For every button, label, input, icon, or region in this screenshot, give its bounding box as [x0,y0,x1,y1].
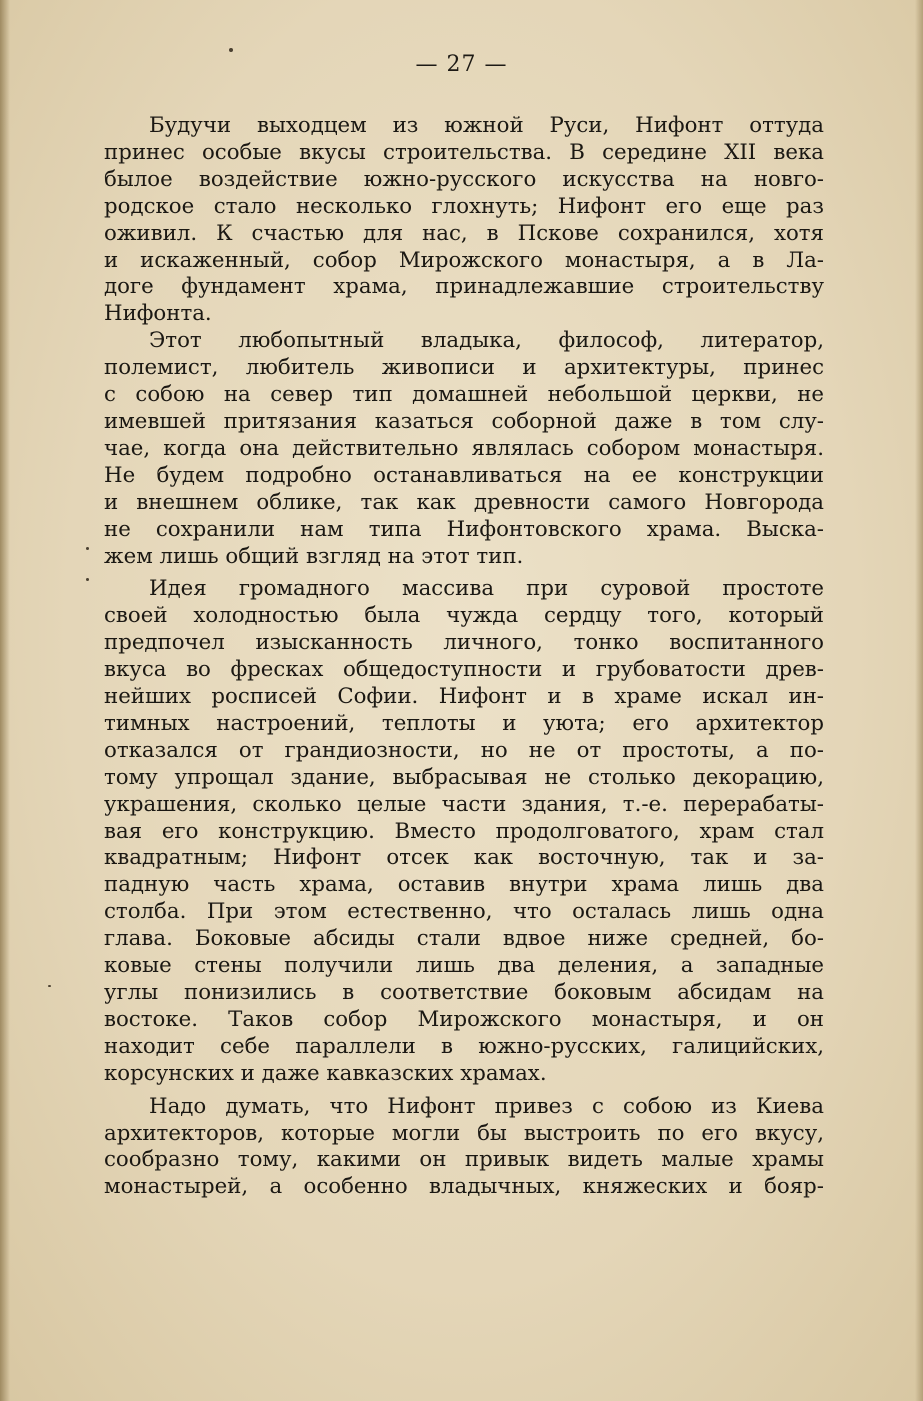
text-line: находит себе параллели в южно-русских, галицийских, [104,1033,824,1059]
text-line: доге фундамент храма, принадлежавшие строительству [104,274,824,300]
text-line: не сохранили нам типа Нифонтовского храма. Выска- [104,516,824,542]
text-line: имевшей притязания казаться соборной даже в том слу- [104,408,824,434]
text-line: своей холодностью была чужда сердцу того, который [104,603,824,629]
text-line: квадратным; Нифонт отсек как восточную, так и за- [104,845,824,871]
text-line: жем лишь общий взгляд на этот тип. [104,543,524,569]
text-line: родское стало несколько глохнуть; Нифонт его еще раз [104,193,824,219]
text-line: полемист, любитель живописи и архитектуры, принес [104,355,824,381]
text-line: Надо думать, что Нифонт привез с собою из Киева [149,1093,824,1119]
page-number: — 27 — [415,52,508,77]
text-line: тому упрощал здание, выбрасывая не столько декорацию, [104,764,824,790]
text-line: Будучи выходцем из южной Руси, Нифонт оттуда [149,113,824,138]
text-line: отказался от грандиозности, но не от простоты, а по- [104,737,824,763]
text-line: архитекторов, которые могли бы выстроить по его вкусу, [104,1120,824,1146]
paragraph-2 [104,328,824,570]
text-line: углы понизились в соответствие боковым абсидам на [104,980,824,1005]
paragraph-4 [104,1094,824,1202]
text-line: сообразно тому, какими он привык видеть малые храмы [104,1147,824,1173]
text-line: принес особые вкусы строительства. В середине XII века [104,139,824,165]
page-edge-shadow-left [0,0,10,1401]
print-speck [48,985,51,987]
text-line: вкуса во фресках общедоступности и грубоватости древ- [104,657,824,683]
text-line: тимных настроений, теплоты и уюта; его архитектор [104,710,824,736]
text-line: вая его конструкцию. Вместо продолговатого, храм стал [104,818,824,844]
text-line: востоке. Таков собор Мирожского монастыря, и он [104,1006,824,1032]
text-line: оживил. К счастью для нас, в Пскове сохранился, хотя [104,220,824,246]
text-line: предпочел изысканность личного, тонко воспитанного [104,630,824,656]
page-edge-shadow-right [915,0,923,1401]
text-line: Идея громадного массива при суровой простоте [149,576,824,602]
text-line: ковые стены получили лишь два деления, а западные [104,953,824,979]
paragraph-1 [104,113,824,328]
text-line: Не будем подробно останавливаться на ее конструкции [104,462,824,488]
print-speck [229,48,233,52]
text-line: падную часть храма, оставив внутри храма лишь два [104,872,824,898]
text-line: глава. Боковые абсиды стали вдвое ниже средней, бо- [104,926,824,952]
paragraph-3 [104,576,824,1087]
text-line: Этот любопытный владыка, философ, литератор, [149,328,824,354]
text-line: украшения, сколько целые части здания, т.-е. перерабаты- [104,791,824,817]
text-line: с собою на север тип домашней небольшой церкви, не [104,382,824,408]
text-line: столба. При этом естественно, что осталась лишь одна [104,899,824,925]
text-line: и внешнем облике, так как древности самого Новгорода [104,489,824,515]
print-speck [86,578,89,581]
print-speck [86,547,89,550]
text-line: монастырей, а особенно владычных, княжеских и бояр- [104,1174,824,1200]
text-line: корсунских и даже кавказских храмах. [104,1060,547,1086]
text-line: Нифонта. [104,301,212,327]
text-line: нейших росписей Софии. Нифонт и в храме искал ин- [104,684,824,710]
text-line: былое воздействие южно-русского искусства на новго- [104,166,824,192]
body-text [104,113,824,1201]
text-line: и искаженный, собор Мирожского монастыря, а в Ла- [104,247,824,273]
text-line: чае, когда она действительно являлась собором монастыря. [104,435,824,461]
